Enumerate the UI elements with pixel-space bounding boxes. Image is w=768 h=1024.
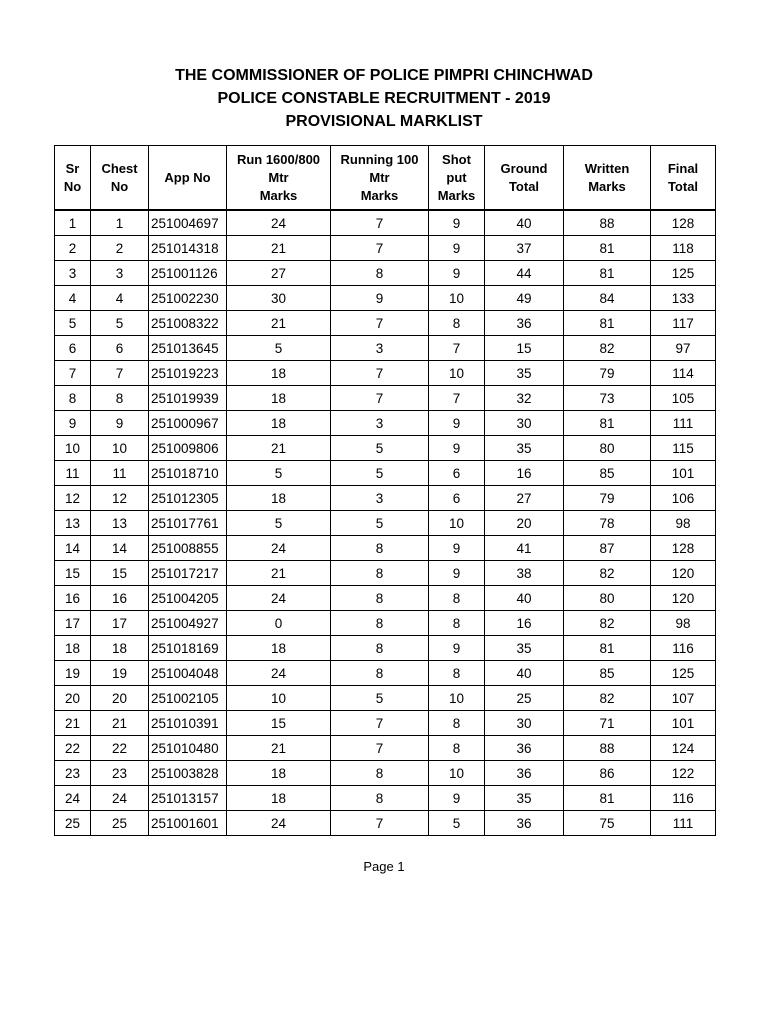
cell-written-marks: 80 [564,586,651,611]
cell-ground-total: 36 [485,736,564,761]
table-row [55,311,716,336]
cell-app-no: 251008322 [149,311,227,336]
cell-shot-put-marks: 9 [429,436,485,461]
cell-ground-total: 16 [485,461,564,486]
cell-shot-put-marks: 10 [429,686,485,711]
cell-shot-put-marks: 8 [429,711,485,736]
column-header-text: Running 100 [340,151,419,167]
cell-run-1600-800-marks: 18 [227,486,331,511]
cell-run-1600-800-marks: 21 [227,561,331,586]
cell-shot-put-marks: 8 [429,586,485,611]
cell-ground-total: 35 [485,436,564,461]
cell-chest-no: 17 [91,611,149,636]
cell-chest-no: 20 [91,686,149,711]
cell-run-1600-800-marks: 18 [227,411,331,436]
cell-app-no: 251010480 [149,736,227,761]
cell-ground-total: 16 [485,611,564,636]
table-row [55,436,716,461]
cell-app-no: 251001126 [149,261,227,286]
cell-written-marks: 79 [564,486,651,511]
column-header-text: Total [508,178,540,194]
cell-final-total: 106 [651,486,716,511]
cell-final-total: 111 [651,411,716,436]
cell-sr-no: 20 [55,686,91,711]
cell-shot-put-marks: 6 [429,461,485,486]
table-row [55,261,716,286]
cell-final-total: 118 [651,236,716,261]
cell-run-1600-800-marks: 30 [227,286,331,311]
title-recruitment: POLICE CONSTABLE RECRUITMENT - 2019 [217,90,551,107]
cell-written-marks: 82 [564,611,651,636]
cell-run-1600-800-marks: 18 [227,386,331,411]
cell-ground-total: 20 [485,511,564,536]
cell-running-100-marks: 8 [331,536,429,561]
cell-ground-total: 15 [485,336,564,361]
cell-written-marks: 85 [564,461,651,486]
cell-chest-no: 23 [91,761,149,786]
cell-running-100-marks: 5 [331,461,429,486]
cell-run-1600-800-marks: 5 [227,511,331,536]
table-row [55,286,716,311]
title-marklist: PROVISIONAL MARKLIST [285,113,483,130]
table-row [55,386,716,411]
cell-running-100-marks: 8 [331,636,429,661]
cell-ground-total: 40 [485,661,564,686]
cell-sr-no: 22 [55,736,91,761]
cell-chest-no: 15 [91,561,149,586]
table-row [55,361,716,386]
cell-sr-no: 16 [55,586,91,611]
table-row [55,561,716,586]
page-number: Page 1 [363,859,405,874]
cell-chest-no: 13 [91,511,149,536]
cell-shot-put-marks: 9 [429,261,485,286]
column-header-text: Chest [101,160,138,176]
cell-written-marks: 71 [564,711,651,736]
cell-app-no: 251017761 [149,511,227,536]
cell-written-marks: 85 [564,661,651,686]
cell-sr-no: 21 [55,711,91,736]
cell-sr-no: 1 [55,210,91,236]
cell-final-total: 117 [651,311,716,336]
column-header-running-100-marks [331,146,429,211]
cell-app-no: 251014318 [149,236,227,261]
marklist-table [54,145,716,836]
cell-chest-no: 12 [91,486,149,511]
cell-running-100-marks: 7 [331,210,429,236]
cell-running-100-marks: 7 [331,311,429,336]
cell-ground-total: 37 [485,236,564,261]
cell-written-marks: 84 [564,286,651,311]
cell-shot-put-marks: 10 [429,511,485,536]
cell-final-total: 97 [651,336,716,361]
cell-run-1600-800-marks: 15 [227,711,331,736]
cell-shot-put-marks: 10 [429,361,485,386]
cell-sr-no: 17 [55,611,91,636]
cell-written-marks: 75 [564,811,651,836]
cell-final-total: 128 [651,536,716,561]
cell-app-no: 251013157 [149,786,227,811]
cell-final-total: 105 [651,386,716,411]
cell-shot-put-marks: 10 [429,286,485,311]
cell-written-marks: 81 [564,786,651,811]
cell-run-1600-800-marks: 5 [227,336,331,361]
cell-shot-put-marks: 8 [429,611,485,636]
cell-shot-put-marks: 7 [429,336,485,361]
cell-app-no: 251001601 [149,811,227,836]
cell-run-1600-800-marks: 21 [227,436,331,461]
cell-shot-put-marks: 5 [429,811,485,836]
cell-running-100-marks: 3 [331,336,429,361]
cell-sr-no: 12 [55,486,91,511]
cell-app-no: 251002105 [149,686,227,711]
cell-final-total: 114 [651,361,716,386]
cell-chest-no: 5 [91,311,149,336]
cell-running-100-marks: 8 [331,561,429,586]
table-row [55,711,716,736]
column-header-text: Marks [437,187,476,203]
cell-ground-total: 36 [485,311,564,336]
cell-shot-put-marks: 9 [429,636,485,661]
cell-written-marks: 80 [564,436,651,461]
cell-running-100-marks: 7 [331,386,429,411]
cell-chest-no: 18 [91,636,149,661]
table-row [55,586,716,611]
cell-sr-no: 13 [55,511,91,536]
cell-final-total: 128 [651,210,716,236]
cell-run-1600-800-marks: 5 [227,461,331,486]
table-row [55,636,716,661]
column-header-sr-no [55,146,91,211]
cell-running-100-marks: 5 [331,686,429,711]
cell-sr-no: 14 [55,536,91,561]
cell-run-1600-800-marks: 24 [227,586,331,611]
table-row [55,761,716,786]
cell-chest-no: 9 [91,411,149,436]
cell-chest-no: 22 [91,736,149,761]
column-header-text: Mtr [369,169,390,185]
column-header-text: Marks [588,178,626,194]
cell-written-marks: 78 [564,511,651,536]
cell-running-100-marks: 8 [331,786,429,811]
table-row [55,661,716,686]
cell-shot-put-marks: 7 [429,386,485,411]
cell-chest-no: 8 [91,386,149,411]
column-header-text: put [446,169,467,185]
cell-run-1600-800-marks: 18 [227,636,331,661]
column-header-text: No [110,178,129,194]
cell-written-marks: 88 [564,210,651,236]
cell-chest-no: 10 [91,436,149,461]
table-row [55,336,716,361]
cell-ground-total: 30 [485,711,564,736]
cell-running-100-marks: 8 [331,661,429,686]
table-row [55,511,716,536]
cell-run-1600-800-marks: 18 [227,786,331,811]
cell-ground-total: 44 [485,261,564,286]
cell-ground-total: 36 [485,761,564,786]
cell-written-marks: 86 [564,761,651,786]
cell-final-total: 98 [651,611,716,636]
cell-app-no: 251004697 [149,210,227,236]
cell-app-no: 251004927 [149,611,227,636]
cell-app-no: 251004205 [149,586,227,611]
cell-chest-no: 24 [91,786,149,811]
column-header-text: App No [164,169,211,185]
cell-run-1600-800-marks: 24 [227,210,331,236]
column-header-text: Shot [442,151,471,167]
cell-app-no: 251002230 [149,286,227,311]
cell-running-100-marks: 8 [331,761,429,786]
cell-app-no: 251004048 [149,661,227,686]
cell-ground-total: 40 [485,210,564,236]
cell-running-100-marks: 7 [331,361,429,386]
cell-sr-no: 6 [55,336,91,361]
table-row [55,736,716,761]
cell-sr-no: 8 [55,386,91,411]
cell-sr-no: 19 [55,661,91,686]
cell-written-marks: 87 [564,536,651,561]
cell-running-100-marks: 7 [331,236,429,261]
column-header-chest-no [91,146,149,211]
cell-sr-no: 5 [55,311,91,336]
table-row [55,611,716,636]
table-row [55,686,716,711]
cell-ground-total: 38 [485,561,564,586]
cell-written-marks: 82 [564,561,651,586]
cell-shot-put-marks: 8 [429,661,485,686]
cell-final-total: 125 [651,261,716,286]
column-header-text: Marks [360,187,399,203]
cell-shot-put-marks: 9 [429,561,485,586]
cell-shot-put-marks: 9 [429,411,485,436]
cell-final-total: 116 [651,786,716,811]
cell-app-no: 251019223 [149,361,227,386]
cell-sr-no: 2 [55,236,91,261]
cell-running-100-marks: 3 [331,411,429,436]
column-header-app-no [149,146,227,211]
table-body [55,210,716,836]
cell-final-total: 120 [651,586,716,611]
cell-sr-no: 15 [55,561,91,586]
column-header-text: Marks [259,187,298,203]
cell-final-total: 98 [651,511,716,536]
cell-chest-no: 21 [91,711,149,736]
cell-running-100-marks: 7 [331,711,429,736]
cell-run-1600-800-marks: 18 [227,361,331,386]
cell-run-1600-800-marks: 21 [227,311,331,336]
header-row [55,146,716,211]
cell-final-total: 101 [651,461,716,486]
cell-shot-put-marks: 6 [429,486,485,511]
cell-written-marks: 81 [564,261,651,286]
column-header-written-marks [564,146,651,211]
cell-run-1600-800-marks: 24 [227,811,331,836]
cell-running-100-marks: 9 [331,286,429,311]
cell-written-marks: 79 [564,361,651,386]
cell-running-100-marks: 7 [331,811,429,836]
column-header-text: No [63,178,82,194]
cell-written-marks: 82 [564,336,651,361]
cell-sr-no: 10 [55,436,91,461]
cell-run-1600-800-marks: 21 [227,236,331,261]
cell-run-1600-800-marks: 24 [227,536,331,561]
column-header-text: Run 1600/800 [236,151,321,167]
cell-run-1600-800-marks: 10 [227,686,331,711]
cell-shot-put-marks: 8 [429,311,485,336]
cell-final-total: 111 [651,811,716,836]
column-header-final-total [651,146,716,211]
cell-final-total: 124 [651,736,716,761]
cell-sr-no: 23 [55,761,91,786]
cell-written-marks: 88 [564,736,651,761]
column-header-text: Written [584,160,630,176]
cell-chest-no: 1 [91,210,149,236]
column-header-text: Sr [65,160,80,176]
cell-shot-put-marks: 9 [429,236,485,261]
cell-sr-no: 3 [55,261,91,286]
cell-final-total: 101 [651,711,716,736]
cell-shot-put-marks: 8 [429,736,485,761]
cell-ground-total: 32 [485,386,564,411]
cell-app-no: 251018169 [149,636,227,661]
table-row [55,210,716,236]
column-header-text: Mtr [268,169,289,185]
cell-shot-put-marks: 9 [429,210,485,236]
cell-ground-total: 30 [485,411,564,436]
column-header-text: Ground [500,160,548,176]
cell-shot-put-marks: 9 [429,786,485,811]
cell-shot-put-marks: 9 [429,536,485,561]
cell-chest-no: 11 [91,461,149,486]
cell-running-100-marks: 7 [331,736,429,761]
cell-run-1600-800-marks: 21 [227,736,331,761]
cell-ground-total: 27 [485,486,564,511]
cell-chest-no: 3 [91,261,149,286]
cell-run-1600-800-marks: 27 [227,261,331,286]
cell-ground-total: 49 [485,286,564,311]
cell-chest-no: 6 [91,336,149,361]
table-row [55,786,716,811]
document-header [0,64,768,133]
cell-ground-total: 35 [485,786,564,811]
cell-sr-no: 9 [55,411,91,436]
cell-ground-total: 35 [485,361,564,386]
cell-running-100-marks: 8 [331,261,429,286]
cell-final-total: 120 [651,561,716,586]
table-row [55,536,716,561]
cell-sr-no: 24 [55,786,91,811]
cell-final-total: 122 [651,761,716,786]
cell-shot-put-marks: 10 [429,761,485,786]
cell-ground-total: 36 [485,811,564,836]
cell-running-100-marks: 5 [331,511,429,536]
cell-app-no: 251019939 [149,386,227,411]
cell-run-1600-800-marks: 18 [227,761,331,786]
cell-chest-no: 19 [91,661,149,686]
cell-sr-no: 25 [55,811,91,836]
cell-run-1600-800-marks: 24 [227,661,331,686]
cell-ground-total: 35 [485,636,564,661]
column-header-shot-put-marks [429,146,485,211]
table-row [55,461,716,486]
cell-ground-total: 25 [485,686,564,711]
table-row [55,486,716,511]
cell-sr-no: 11 [55,461,91,486]
cell-final-total: 107 [651,686,716,711]
cell-app-no: 251008855 [149,536,227,561]
cell-final-total: 125 [651,661,716,686]
cell-chest-no: 4 [91,286,149,311]
cell-running-100-marks: 8 [331,586,429,611]
cell-written-marks: 81 [564,636,651,661]
cell-run-1600-800-marks: 0 [227,611,331,636]
cell-running-100-marks: 8 [331,611,429,636]
cell-final-total: 115 [651,436,716,461]
cell-app-no: 251012305 [149,486,227,511]
cell-chest-no: 7 [91,361,149,386]
cell-sr-no: 4 [55,286,91,311]
cell-final-total: 116 [651,636,716,661]
cell-app-no: 251010391 [149,711,227,736]
column-header-text: Final [667,160,699,176]
cell-ground-total: 41 [485,536,564,561]
cell-chest-no: 14 [91,536,149,561]
cell-chest-no: 25 [91,811,149,836]
cell-ground-total: 40 [485,586,564,611]
cell-written-marks: 82 [564,686,651,711]
column-header-run-1600-800-marks [227,146,331,211]
cell-written-marks: 81 [564,411,651,436]
column-header-ground-total [485,146,564,211]
cell-app-no: 251000967 [149,411,227,436]
cell-written-marks: 81 [564,311,651,336]
cell-app-no: 251018710 [149,461,227,486]
table-row [55,236,716,261]
title-organization: THE COMMISSIONER OF POLICE PIMPRI CHINCHWAD [175,67,593,84]
table-row [55,811,716,836]
table-row [55,411,716,436]
cell-chest-no: 16 [91,586,149,611]
cell-sr-no: 18 [55,636,91,661]
cell-running-100-marks: 3 [331,486,429,511]
cell-app-no: 251003828 [149,761,227,786]
cell-final-total: 133 [651,286,716,311]
cell-chest-no: 2 [91,236,149,261]
cell-app-no: 251017217 [149,561,227,586]
cell-sr-no: 7 [55,361,91,386]
cell-written-marks: 73 [564,386,651,411]
cell-app-no: 251013645 [149,336,227,361]
cell-running-100-marks: 5 [331,436,429,461]
column-header-text: Total [667,178,699,194]
table-header [55,146,716,211]
cell-written-marks: 81 [564,236,651,261]
cell-app-no: 251009806 [149,436,227,461]
